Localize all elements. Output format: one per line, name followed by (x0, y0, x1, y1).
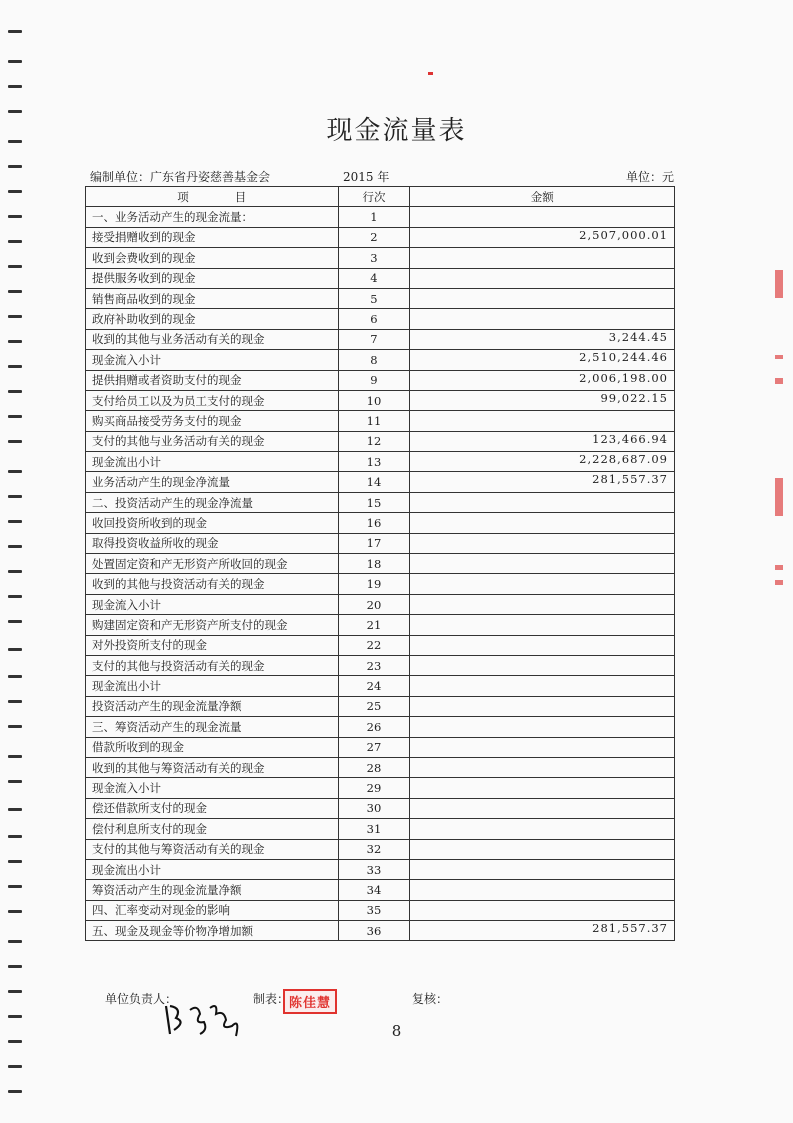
cash-flow-table (85, 186, 675, 941)
scan-mark (775, 270, 783, 298)
scan-dot (428, 72, 433, 75)
row-amount (410, 248, 675, 268)
row-amount (410, 207, 675, 227)
row-amount (410, 717, 675, 737)
binder-hole-mark (8, 780, 22, 783)
binder-hole-mark (8, 965, 22, 968)
row-amount: 281,557.37 (410, 472, 675, 492)
row-line-number: 28 (338, 757, 410, 777)
row-amount: 2,510,244.46 (410, 350, 675, 370)
row-item: 五、现金及现金等价物净增加额 (86, 921, 339, 941)
row-amount: 3,244.45 (410, 329, 675, 349)
row-amount (410, 676, 675, 696)
table-row (86, 431, 675, 451)
row-item: 现金流入小计 (86, 778, 339, 798)
table-row (86, 207, 675, 227)
row-amount (410, 737, 675, 757)
binder-hole-mark (8, 545, 22, 548)
row-line-number: 14 (338, 472, 410, 492)
row-line-number: 32 (338, 839, 410, 859)
table-row (86, 594, 675, 614)
table-row (86, 370, 675, 390)
year-label: 2015 年 (343, 170, 390, 184)
row-line-number: 8 (338, 350, 410, 370)
table-row (86, 248, 675, 268)
row-item: 销售商品收到的现金 (86, 288, 339, 308)
row-item: 政府补助收到的现金 (86, 309, 339, 329)
row-item: 现金流出小计 (86, 859, 339, 879)
binder-hole-mark (8, 495, 22, 498)
row-amount: 123,466.94 (410, 431, 675, 451)
row-item: 偿付利息所支付的现金 (86, 819, 339, 839)
table-row (86, 655, 675, 675)
binder-hole-mark (8, 620, 22, 623)
table-row (86, 798, 675, 818)
row-amount (410, 554, 675, 574)
row-line-number: 33 (338, 859, 410, 879)
binder-hole-mark (8, 910, 22, 913)
table-row (86, 227, 675, 247)
row-item: 收到会费收到的现金 (86, 248, 339, 268)
table-row (86, 819, 675, 839)
row-amount (410, 492, 675, 512)
row-amount (410, 309, 675, 329)
binder-hole-mark (8, 835, 22, 838)
row-line-number: 12 (338, 431, 410, 451)
row-line-number: 15 (338, 492, 410, 512)
table-row (86, 717, 675, 737)
table-row (86, 696, 675, 716)
row-line-number: 34 (338, 880, 410, 900)
row-item: 二、投资活动产生的现金净流量 (86, 492, 339, 512)
binder-hole-mark (8, 190, 22, 193)
unit-label: 单位：元 (626, 170, 675, 184)
row-line-number: 21 (338, 615, 410, 635)
binder-hole-mark (8, 755, 22, 758)
row-line-number: 26 (338, 717, 410, 737)
row-item: 对外投资所支付的现金 (86, 635, 339, 655)
table-row (86, 492, 675, 512)
row-item: 提供捐赠或者资助支付的现金 (86, 370, 339, 390)
row-amount (410, 757, 675, 777)
binder-hole-mark (8, 725, 22, 728)
row-amount (410, 778, 675, 798)
table-row (86, 350, 675, 370)
binder-hole-mark (8, 700, 22, 703)
row-amount: 2,507,000.01 (410, 227, 675, 247)
header-item: 项 目 (86, 187, 339, 207)
binder-hole-mark (8, 595, 22, 598)
row-amount (410, 635, 675, 655)
binder-hole-mark (8, 940, 22, 943)
row-amount (410, 859, 675, 879)
table-row (86, 839, 675, 859)
page-number: 8 (391, 1022, 402, 1040)
row-item: 现金流出小计 (86, 676, 339, 696)
binder-hole-mark (8, 470, 22, 473)
row-amount (410, 574, 675, 594)
binder-hole-mark (8, 1040, 22, 1043)
binder-hole-mark (8, 675, 22, 678)
reviewer-label: 复核： (412, 992, 449, 1006)
binder-hole-mark (8, 390, 22, 393)
row-item: 收到的其他与筹资活动有关的现金 (86, 757, 339, 777)
binder-hole-mark (8, 315, 22, 318)
binder-hole-mark (8, 415, 22, 418)
binder-hole-mark (8, 885, 22, 888)
row-line-number: 7 (338, 329, 410, 349)
table-row (86, 778, 675, 798)
row-amount (410, 819, 675, 839)
page-title: 现金流量表 (326, 116, 467, 146)
binder-hole-mark (8, 1015, 22, 1018)
table-row (86, 513, 675, 533)
row-amount (410, 900, 675, 920)
binder-hole-mark (8, 60, 22, 63)
table-row (86, 757, 675, 777)
row-item: 购买商品接受劳务支付的现金 (86, 411, 339, 431)
binder-hole-mark (8, 340, 22, 343)
row-item: 收回投资所收到的现金 (86, 513, 339, 533)
row-line-number: 36 (338, 921, 410, 941)
table-row (86, 635, 675, 655)
row-line-number: 5 (338, 288, 410, 308)
binder-hole-mark (8, 215, 22, 218)
preparer-label: 制表： (253, 992, 290, 1006)
scan-mark (775, 355, 783, 359)
binder-hole-mark (8, 808, 22, 811)
row-item: 接受捐赠收到的现金 (86, 227, 339, 247)
row-amount (410, 533, 675, 553)
organization-label: 编制单位：广东省丹姿慈善基金会 (90, 170, 271, 184)
table-row (86, 411, 675, 431)
binder-hole-mark (8, 265, 22, 268)
row-amount (410, 696, 675, 716)
binder-hole-mark (8, 440, 22, 443)
row-line-number: 19 (338, 574, 410, 594)
binder-hole-mark (8, 860, 22, 863)
binder-hole-mark (8, 520, 22, 523)
binder-hole-mark (8, 570, 22, 573)
row-line-number: 25 (338, 696, 410, 716)
row-amount (410, 615, 675, 635)
table-row (86, 859, 675, 879)
row-line-number: 23 (338, 655, 410, 675)
row-amount (410, 411, 675, 431)
row-line-number: 6 (338, 309, 410, 329)
responsible-label: 单位负责人： (105, 992, 178, 1006)
table-row (86, 554, 675, 574)
row-item: 借款所收到的现金 (86, 737, 339, 757)
row-line-number: 31 (338, 819, 410, 839)
binder-hole-mark (8, 240, 22, 243)
binder-hole-mark (8, 990, 22, 993)
row-item: 收到的其他与投资活动有关的现金 (86, 574, 339, 594)
row-item: 收到的其他与业务活动有关的现金 (86, 329, 339, 349)
row-line-number: 16 (338, 513, 410, 533)
table-row (86, 472, 675, 492)
row-line-number: 9 (338, 370, 410, 390)
row-amount (410, 513, 675, 533)
row-item: 处置固定资和产无形资产所收回的现金 (86, 554, 339, 574)
row-amount (410, 655, 675, 675)
row-line-number: 27 (338, 737, 410, 757)
row-item: 四、汇率变动对现金的影响 (86, 900, 339, 920)
table-header-row (86, 187, 675, 207)
row-amount: 2,006,198.00 (410, 370, 675, 390)
binder-hole-mark (8, 30, 22, 33)
table-row (86, 268, 675, 288)
row-amount (410, 880, 675, 900)
row-line-number: 1 (338, 207, 410, 227)
row-amount: 281,557.37 (410, 921, 675, 941)
binder-hole-mark (8, 290, 22, 293)
header-line: 行次 (338, 187, 410, 207)
row-line-number: 4 (338, 268, 410, 288)
row-item: 支付的其他与业务活动有关的现金 (86, 431, 339, 451)
row-item: 筹资活动产生的现金流量净额 (86, 880, 339, 900)
row-line-number: 30 (338, 798, 410, 818)
row-amount (410, 268, 675, 288)
scan-mark (775, 378, 783, 384)
scan-mark (775, 565, 783, 570)
binder-hole-mark (8, 1065, 22, 1068)
row-line-number: 3 (338, 248, 410, 268)
table-row (86, 900, 675, 920)
row-amount (410, 288, 675, 308)
row-line-number: 13 (338, 452, 410, 472)
row-line-number: 2 (338, 227, 410, 247)
table-row (86, 880, 675, 900)
row-amount: 99,022.15 (410, 390, 675, 410)
table-row (86, 533, 675, 553)
row-line-number: 24 (338, 676, 410, 696)
row-item: 现金流出小计 (86, 452, 339, 472)
row-item: 取得投资收益所收的现金 (86, 533, 339, 553)
row-line-number: 10 (338, 390, 410, 410)
row-amount (410, 594, 675, 614)
row-item: 偿还借款所支付的现金 (86, 798, 339, 818)
binder-hole-mark (8, 365, 22, 368)
table-row (86, 309, 675, 329)
row-line-number: 11 (338, 411, 410, 431)
scan-mark (775, 580, 783, 585)
row-item: 一、业务活动产生的现金流量： (86, 207, 339, 227)
row-amount (410, 798, 675, 818)
binder-hole-mark (8, 165, 22, 168)
row-line-number: 22 (338, 635, 410, 655)
row-line-number: 29 (338, 778, 410, 798)
table-row (86, 615, 675, 635)
row-item: 投资活动产生的现金流量净额 (86, 696, 339, 716)
binder-hole-mark (8, 648, 22, 651)
table-row (86, 452, 675, 472)
scan-mark (775, 478, 783, 516)
row-line-number: 17 (338, 533, 410, 553)
row-amount (410, 839, 675, 859)
table-row (86, 921, 675, 941)
row-item: 三、筹资活动产生的现金流量 (86, 717, 339, 737)
binder-hole-mark (8, 1090, 22, 1093)
row-item: 业务活动产生的现金净流量 (86, 472, 339, 492)
table-row (86, 574, 675, 594)
row-item: 支付的其他与投资活动有关的现金 (86, 655, 339, 675)
row-item: 购建固定资和产无形资产所支付的现金 (86, 615, 339, 635)
row-item: 支付的其他与筹资活动有关的现金 (86, 839, 339, 859)
table-row (86, 288, 675, 308)
row-item: 支付给员工以及为员工支付的现金 (86, 390, 339, 410)
table-row (86, 390, 675, 410)
row-item: 提供服务收到的现金 (86, 268, 339, 288)
row-item: 现金流入小计 (86, 594, 339, 614)
table-row (86, 329, 675, 349)
table-row (86, 676, 675, 696)
row-item: 现金流入小计 (86, 350, 339, 370)
binder-hole-mark (8, 85, 22, 88)
header-amount: 金额 (410, 187, 675, 207)
row-line-number: 18 (338, 554, 410, 574)
table-row (86, 737, 675, 757)
row-line-number: 20 (338, 594, 410, 614)
row-line-number: 35 (338, 900, 410, 920)
row-amount: 2,228,687.09 (410, 452, 675, 472)
name-stamp: 陈佳慧 (283, 989, 337, 1014)
